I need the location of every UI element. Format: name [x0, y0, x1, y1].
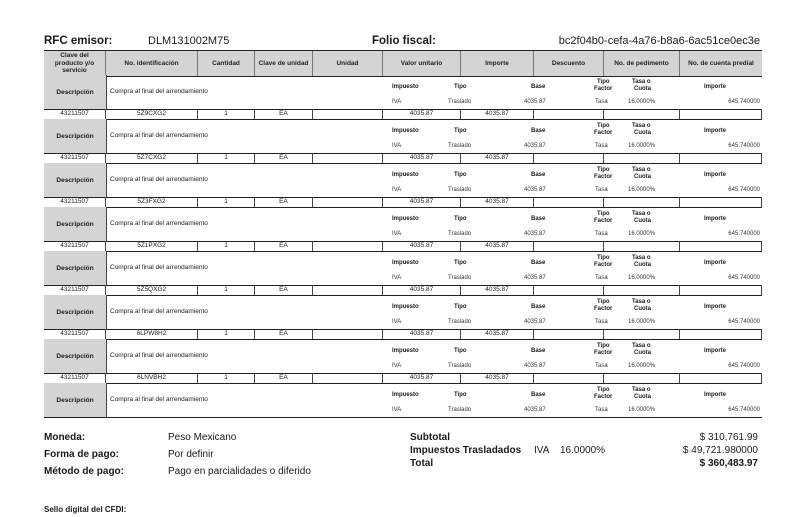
no-pedimento-cell	[604, 329, 680, 339]
tax-importe-value: 645.740000	[728, 187, 760, 193]
col-descuento: Descuento	[534, 51, 604, 76]
description-text: Compra al final del arrendamiento	[110, 88, 208, 95]
tax-tasa-cuota-heading-1: Tasa o	[632, 387, 651, 393]
tax-importe-heading: Importe	[704, 172, 727, 178]
clave-unidad-cell: EA	[255, 153, 313, 163]
no-cuenta-predial-cell	[680, 109, 762, 119]
tax-impuesto-heading: Impuesto	[392, 172, 419, 178]
description-label: Descripción	[44, 295, 107, 329]
tax-tipo-factor-heading-2: Factor	[594, 394, 613, 400]
tax-tasa-cuota-heading-2: Cuota	[634, 174, 651, 180]
description-label: Descripción	[44, 75, 107, 109]
no-pedimento-cell	[604, 109, 680, 119]
tax-tipo-factor-heading-1: Tipo	[597, 79, 610, 85]
clave-unidad-cell: EA	[255, 109, 313, 119]
tax-tipo-factor-heading-1: Tipo	[597, 167, 610, 173]
tax-tipo-factor-heading-1: Tipo	[597, 255, 610, 261]
clave-unidad-cell: EA	[255, 241, 313, 251]
tax-tasa-cuota-heading-2: Cuota	[634, 130, 651, 136]
tax-impuesto-heading: Impuesto	[392, 84, 419, 90]
tax-impuesto-heading: Impuesto	[392, 216, 419, 222]
description-text: Compra al final del arrendamiento	[110, 352, 208, 359]
tax-base-heading: Base	[531, 128, 546, 134]
tax-tasa-cuota-heading-2: Cuota	[634, 218, 651, 224]
descuento-cell	[534, 241, 604, 251]
invoice-header	[44, 35, 762, 51]
importe-cell: 4035.87	[461, 241, 534, 251]
description-text: Compra al final del arrendamiento	[110, 132, 208, 139]
no-identificacion-cell: 5Z9CXG2	[106, 109, 198, 119]
valor-unitario-cell: 4035.87	[383, 153, 461, 163]
unidad-cell	[313, 329, 383, 339]
descuento-cell	[534, 153, 604, 163]
tax-tasa-value: 16.0000%	[628, 99, 656, 105]
tax-tipo-factor-heading-1: Tipo	[597, 299, 610, 305]
cantidad-cell: 1	[198, 373, 255, 383]
tax-base-heading: Base	[531, 216, 546, 222]
no-pedimento-cell	[604, 373, 680, 383]
tax-tasa-cuota-heading-2: Cuota	[634, 262, 651, 268]
tax-impuesto-value: IVA	[392, 187, 402, 193]
valor-unitario-cell: 4035.87	[383, 197, 461, 207]
importe-cell: 4035.87	[461, 285, 534, 295]
description-label: Descripción	[44, 207, 107, 241]
importe-cell: 4035.87	[461, 197, 534, 207]
col-valor-unitario: Valor unitario	[383, 51, 461, 76]
tax-impuesto-value: IVA	[392, 231, 402, 237]
tax-tipo-factor-heading-1: Tipo	[597, 387, 610, 393]
total-label: Total	[410, 458, 434, 469]
rfc-emisor-label: RFC emisor:	[44, 35, 113, 47]
clave-unidad-cell: EA	[255, 197, 313, 207]
tax-factor-value: Tasa	[595, 99, 608, 105]
no-cuenta-predial-cell	[680, 241, 762, 251]
clave-unidad-cell: EA	[255, 329, 313, 339]
tax-importe-value: 645.740000	[728, 407, 760, 413]
subtotal-value: $ 310,761.99	[699, 432, 758, 443]
rfc-emisor-value: DLM131002M75	[148, 35, 230, 47]
tax-block	[44, 163, 762, 197]
clave-producto-cell: 43211507	[44, 285, 106, 295]
unidad-cell	[313, 153, 383, 163]
tax-tasa-cuota-heading-1: Tasa o	[632, 167, 651, 173]
no-cuenta-predial-cell	[680, 373, 762, 383]
col-cantidad: Cantidad	[198, 51, 255, 76]
tax-block	[44, 75, 762, 109]
tax-tipo-heading: Tipo	[454, 216, 467, 222]
clave-unidad-cell: EA	[255, 373, 313, 383]
description-text: Compra al final del arrendamiento	[110, 264, 208, 271]
concepts-table-header	[44, 50, 762, 77]
tax-base-heading: Base	[531, 172, 546, 178]
folio-fiscal-value: bc2f04b0-cefa-4a76-b8a6-6ac51ce0ec3e	[558, 35, 760, 47]
tax-block	[44, 119, 762, 153]
col-importe: Importe	[461, 51, 534, 76]
tax-base-heading: Base	[531, 260, 546, 266]
concept-item	[44, 251, 762, 295]
tax-tipo-value: Traslado	[448, 275, 472, 281]
no-identificacion-cell: 5Z1PXG2	[106, 241, 198, 251]
unidad-cell	[313, 241, 383, 251]
description-label: Descripción	[44, 383, 107, 417]
forma-pago-value: Por definir	[168, 449, 214, 460]
tax-tasa-cuota-heading-2: Cuota	[634, 306, 651, 312]
clave-producto-cell: 43211507	[44, 329, 106, 339]
clave-unidad-cell: EA	[255, 285, 313, 295]
tax-importe-value: 645.740000	[728, 143, 760, 149]
col-clave-unidad: Clave de unidad	[255, 51, 313, 76]
importe-cell: 4035.87	[461, 109, 534, 119]
tax-tipo-value: Traslado	[448, 231, 472, 237]
tax-factor-value: Tasa	[595, 407, 608, 413]
tax-tipo-heading: Tipo	[454, 392, 467, 398]
description-text: Compra al final del arrendamiento	[110, 396, 208, 403]
tax-tasa-value: 16.0000%	[628, 143, 656, 149]
tax-base-value: 4035.87	[524, 275, 546, 281]
tax-importe-heading: Importe	[704, 348, 727, 354]
impuestos-trasladados-label: Impuestos Trasladados	[410, 445, 522, 456]
valor-unitario-cell: 4035.87	[383, 109, 461, 119]
sello-digital-label: Sello digital del CFDI:	[44, 505, 127, 514]
tax-tasa-cuota-heading-2: Cuota	[634, 394, 651, 400]
tax-tasa-cuota-heading-1: Tasa o	[632, 211, 651, 217]
tax-factor-value: Tasa	[595, 319, 608, 325]
tax-base-value: 4035.87	[524, 187, 546, 193]
descuento-cell	[534, 329, 604, 339]
tax-tasa-value: 16.0000%	[628, 363, 656, 369]
no-identificacion-cell: 5Z7CXG2	[106, 153, 198, 163]
tax-base-heading: Base	[531, 392, 546, 398]
cantidad-cell: 1	[198, 109, 255, 119]
moneda-value: Peso Mexicano	[168, 432, 237, 443]
tax-tipo-heading: Tipo	[454, 172, 467, 178]
col-clave-producto: Clave del producto y/o servicio	[44, 51, 106, 76]
cantidad-cell: 1	[198, 329, 255, 339]
tax-tipo-factor-heading-2: Factor	[594, 350, 613, 356]
total-value: $ 360,483.97	[699, 458, 758, 469]
concept-item	[44, 339, 762, 383]
tax-tipo-heading: Tipo	[454, 304, 467, 310]
tax-importe-value: 645.740000	[728, 231, 760, 237]
valor-unitario-cell: 4035.87	[383, 241, 461, 251]
tax-impuesto-value: IVA	[392, 275, 402, 281]
unidad-cell	[313, 285, 383, 295]
clave-producto-cell: 43211507	[44, 109, 106, 119]
valor-unitario-cell: 4035.87	[383, 373, 461, 383]
no-identificacion-cell: 5Z3FXG2	[106, 197, 198, 207]
concept-item	[44, 75, 762, 119]
tax-tipo-factor-heading-1: Tipo	[597, 211, 610, 217]
tax-tipo-value: Traslado	[448, 187, 472, 193]
tax-factor-value: Tasa	[595, 143, 608, 149]
concept-item	[44, 207, 762, 251]
tax-tasa-value: 16.0000%	[628, 187, 656, 193]
tax-tipo-heading: Tipo	[454, 348, 467, 354]
concept-item	[44, 163, 762, 207]
unidad-cell	[313, 197, 383, 207]
tax-importe-heading: Importe	[704, 304, 727, 310]
concepts-list	[44, 75, 762, 419]
tax-importe-value: 645.740000	[728, 363, 760, 369]
tax-importe-value: 645.740000	[728, 99, 760, 105]
no-pedimento-cell	[604, 241, 680, 251]
descuento-cell	[534, 285, 604, 295]
tax-factor-value: Tasa	[595, 275, 608, 281]
clave-producto-cell: 43211507	[44, 241, 106, 251]
forma-pago-label: Forma de pago:	[44, 449, 120, 460]
impuestos-trasladados-rate: 16.0000%	[560, 445, 606, 456]
no-identificacion-cell: 6LNVBH2	[106, 373, 198, 383]
tax-tasa-cuota-heading-2: Cuota	[634, 86, 651, 92]
tax-impuesto-value: IVA	[392, 99, 402, 105]
tax-impuesto-value: IVA	[392, 319, 402, 325]
tax-importe-heading: Importe	[704, 84, 727, 90]
tax-tipo-factor-heading-2: Factor	[594, 262, 613, 268]
tax-base-heading: Base	[531, 348, 546, 354]
tax-impuesto-value: IVA	[392, 407, 402, 413]
importe-cell: 4035.87	[461, 329, 534, 339]
tax-tipo-value: Traslado	[448, 319, 472, 325]
tax-tasa-value: 16.0000%	[628, 319, 656, 325]
tax-block	[44, 207, 762, 241]
description-label: Descripción	[44, 119, 107, 153]
tax-tipo-factor-heading-2: Factor	[594, 86, 613, 92]
tax-factor-value: Tasa	[595, 231, 608, 237]
tax-importe-heading: Importe	[704, 128, 727, 134]
concept-item	[44, 119, 762, 163]
no-cuenta-predial-cell	[680, 285, 762, 295]
tax-block	[44, 251, 762, 285]
valor-unitario-cell: 4035.87	[383, 329, 461, 339]
tax-importe-value: 645.740000	[728, 319, 760, 325]
tax-tipo-heading: Tipo	[454, 260, 467, 266]
tax-tipo-heading: Tipo	[454, 84, 467, 90]
tax-tipo-factor-heading-1: Tipo	[597, 343, 610, 349]
tax-tasa-cuota-heading-1: Tasa o	[632, 79, 651, 85]
tax-base-value: 4035.87	[524, 363, 546, 369]
impuestos-trasladados-value: $ 49,721.980000	[682, 445, 758, 456]
tax-base-value: 4035.87	[524, 407, 546, 413]
metodo-pago-value: Pago en parcialidades o diferido	[168, 466, 311, 477]
tax-impuesto-heading: Impuesto	[392, 392, 419, 398]
no-cuenta-predial-cell	[680, 329, 762, 339]
no-cuenta-predial-cell	[680, 153, 762, 163]
clave-producto-cell: 43211507	[44, 373, 106, 383]
tax-tipo-value: Traslado	[448, 363, 472, 369]
tax-importe-value: 645.740000	[728, 275, 760, 281]
tax-tipo-factor-heading-2: Factor	[594, 306, 613, 312]
tax-tasa-cuota-heading-1: Tasa o	[632, 299, 651, 305]
description-text: Compra al final del arrendamiento	[110, 220, 208, 227]
no-cuenta-predial-cell	[680, 197, 762, 207]
concept-item	[44, 383, 762, 419]
folio-fiscal-label: Folio fiscal:	[372, 35, 436, 47]
tax-tasa-cuota-heading-1: Tasa o	[632, 255, 651, 261]
tax-tipo-factor-heading-2: Factor	[594, 174, 613, 180]
tax-tipo-value: Traslado	[448, 407, 472, 413]
description-text: Compra al final del arrendamiento	[110, 308, 208, 315]
no-identificacion-cell: 6LPW8H2	[106, 329, 198, 339]
cantidad-cell: 1	[198, 197, 255, 207]
tax-base-value: 4035.87	[524, 319, 546, 325]
concept-item	[44, 295, 762, 339]
impuestos-trasladados-tax: IVA	[534, 445, 550, 456]
tax-base-value: 4035.87	[524, 231, 546, 237]
tax-importe-heading: Importe	[704, 392, 727, 398]
tax-tipo-factor-heading-1: Tipo	[597, 123, 610, 129]
tax-tipo-heading: Tipo	[454, 128, 467, 134]
importe-cell: 4035.87	[461, 373, 534, 383]
tax-base-heading: Base	[531, 304, 546, 310]
no-pedimento-cell	[604, 153, 680, 163]
tax-importe-heading: Importe	[704, 260, 727, 266]
col-no-pedimento: No. de pedimento	[604, 51, 680, 76]
col-unidad: Unidad	[313, 51, 383, 76]
no-pedimento-cell	[604, 285, 680, 295]
description-label: Descripción	[44, 251, 107, 285]
tax-tasa-cuota-heading-1: Tasa o	[632, 123, 651, 129]
tax-tasa-value: 16.0000%	[628, 231, 656, 237]
cantidad-cell: 1	[198, 285, 255, 295]
valor-unitario-cell: 4035.87	[383, 285, 461, 295]
description-label: Descripción	[44, 163, 107, 197]
tax-impuesto-heading: Impuesto	[392, 128, 419, 134]
metodo-pago-label: Método de pago:	[44, 466, 124, 477]
tax-block	[44, 295, 762, 329]
col-no-cuenta-predial: No. de cuenta predial	[688, 59, 754, 67]
subtotal-label: Subtotal	[410, 432, 450, 443]
unidad-cell	[313, 109, 383, 119]
descuento-cell	[534, 197, 604, 207]
tax-importe-heading: Importe	[704, 216, 727, 222]
clave-producto-cell: 43211507	[44, 153, 106, 163]
tax-impuesto-heading: Impuesto	[392, 348, 419, 354]
tax-base-value: 4035.87	[524, 99, 546, 105]
descuento-cell	[534, 373, 604, 383]
tax-block	[44, 383, 762, 417]
moneda-label: Moneda:	[44, 432, 86, 443]
tax-tasa-value: 16.0000%	[628, 407, 656, 413]
description-text: Compra al final del arrendamiento	[110, 176, 208, 183]
description-label: Descripción	[44, 339, 107, 373]
descuento-cell	[534, 109, 604, 119]
tax-tasa-value: 16.0000%	[628, 275, 656, 281]
tax-factor-value: Tasa	[595, 363, 608, 369]
tax-impuesto-heading: Impuesto	[392, 304, 419, 310]
cantidad-cell: 1	[198, 241, 255, 251]
tax-impuesto-value: IVA	[392, 143, 402, 149]
tax-block	[44, 339, 762, 373]
tax-tipo-factor-heading-2: Factor	[594, 218, 613, 224]
tax-impuesto-value: IVA	[392, 363, 402, 369]
tax-impuesto-heading: Impuesto	[392, 260, 419, 266]
no-pedimento-cell	[604, 197, 680, 207]
importe-cell: 4035.87	[461, 153, 534, 163]
tax-base-heading: Base	[531, 84, 546, 90]
no-identificacion-cell: 5Z5QXG2	[106, 285, 198, 295]
tax-factor-value: Tasa	[595, 187, 608, 193]
col-no-identificacion: No. identificación	[106, 51, 198, 76]
totals-section	[44, 432, 762, 482]
tax-tipo-value: Traslado	[448, 143, 472, 149]
tax-tipo-factor-heading-2: Factor	[594, 130, 613, 136]
tax-tipo-value: Traslado	[448, 99, 472, 105]
tax-base-value: 4035.87	[524, 143, 546, 149]
tax-tasa-cuota-heading-2: Cuota	[634, 350, 651, 356]
clave-producto-cell: 43211507	[44, 197, 106, 207]
cantidad-cell: 1	[198, 153, 255, 163]
unidad-cell	[313, 373, 383, 383]
tax-tasa-cuota-heading-1: Tasa o	[632, 343, 651, 349]
